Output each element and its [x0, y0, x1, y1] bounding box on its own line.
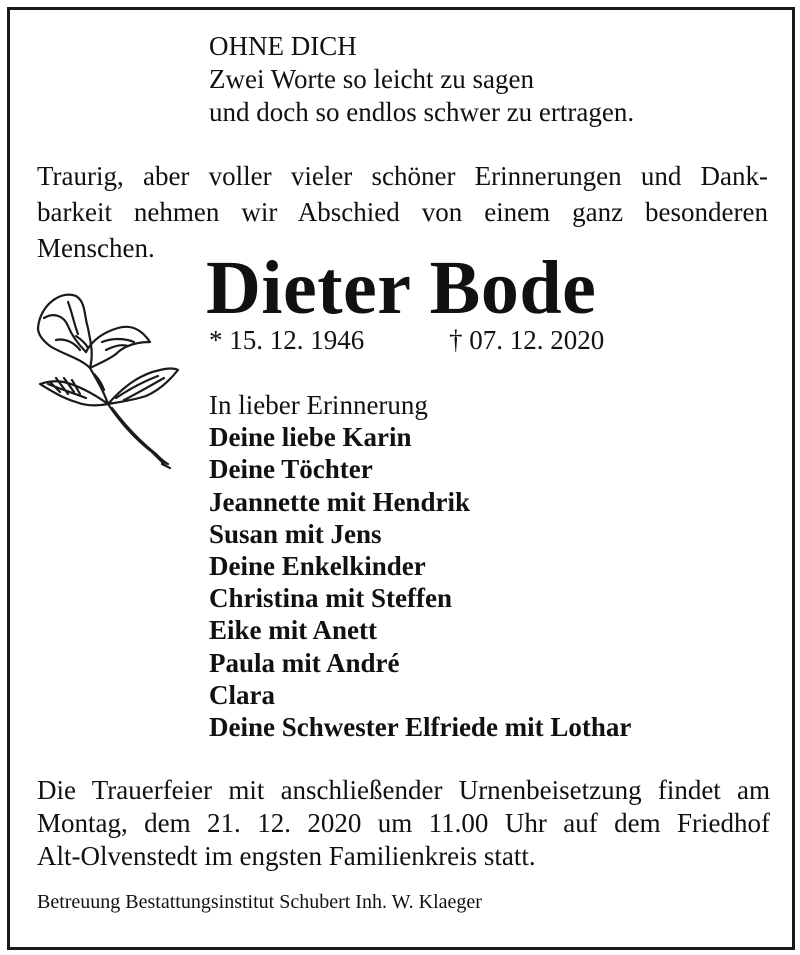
family-member: Deine Töchter [209, 454, 373, 485]
family-member: Clara [209, 679, 275, 710]
family-lead: In lieber Erinnerung [209, 390, 428, 420]
intro-line: Menschen. [37, 233, 155, 263]
deceased-name: Dieter Bode [206, 246, 597, 330]
family-member: Susan mit Jens [209, 518, 382, 549]
intro-line: barkeit nehmen wir Abschied von einem ganz besonderen [37, 197, 768, 227]
family-member: Deine Schwester Elfriede mit Lothar [209, 712, 632, 743]
ceremony-line: Alt-Olvenstedt im engsten Familienkreis statt. [37, 841, 536, 871]
death-date: † 07. 12. 2020 [449, 325, 605, 355]
family-member: Christina mit Steffen [209, 583, 452, 614]
family-member: Eike mit Anett [209, 615, 377, 646]
undertaker-info: Betreuung Bestattungsinstitut Schubert Inh. W. Klaeger [37, 891, 482, 913]
calla-lily-icon [28, 282, 188, 474]
family-member: Deine Enkelkinder [209, 551, 426, 582]
family-member: Paula mit André [209, 647, 400, 678]
poem-line: Zwei Worte so leicht zu sagen [209, 64, 534, 94]
poem-line: und doch so endlos schwer zu ertragen. [209, 97, 635, 127]
family-member: Deine liebe Karin [209, 422, 412, 453]
ceremony-line: Die Trauerfeier mit anschließender Urnenbeisetzung findet am [37, 775, 770, 805]
family-member: Jeannette mit Hendrik [209, 486, 470, 517]
ceremony-info [37, 774, 770, 873]
ceremony-line: Montag, dem 21. 12. 2020 um 11.00 Uhr auf dem Friedhof [37, 808, 770, 838]
poem-line: OHNE DICH [209, 31, 357, 61]
family-list [209, 389, 631, 743]
intro-line: Traurig, aber voller vieler schöner Erinnerungen und Dank- [37, 161, 768, 191]
poem [209, 30, 634, 129]
birth-date: * 15. 12. 1946 [209, 325, 365, 355]
